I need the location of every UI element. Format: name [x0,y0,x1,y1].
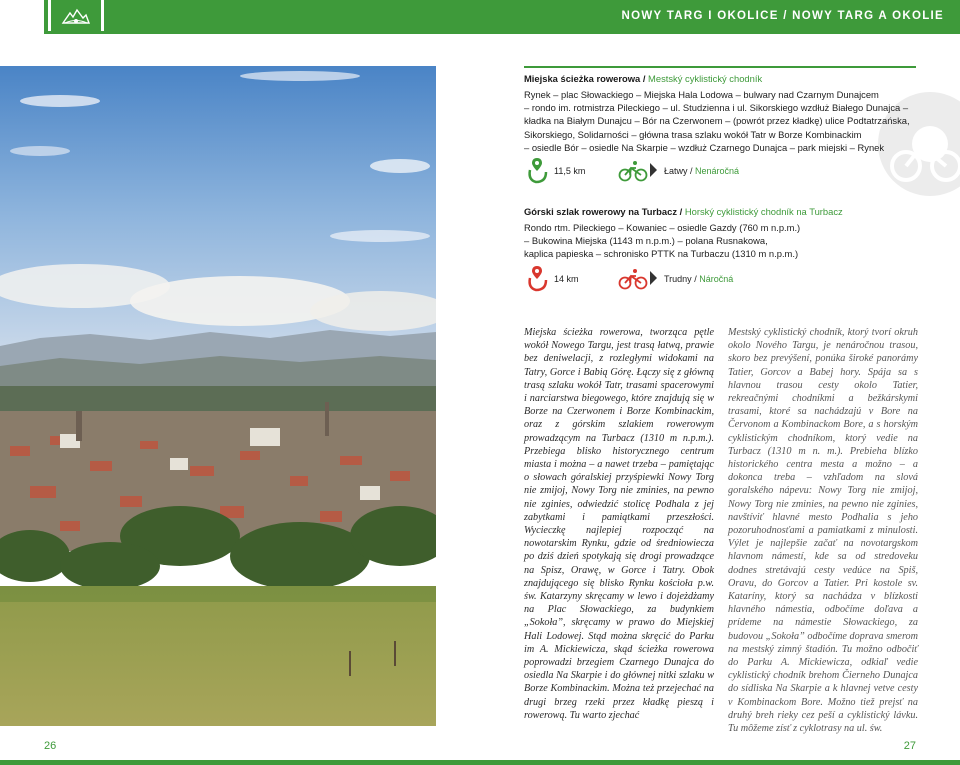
page-number-right: 27 [903,740,916,752]
header-logo [48,0,104,31]
route-1-description: Rynek – plac Słowackiego – Miejska Hala Lodowa – bulwary nad Czarnym Dunajcem – rondo im. rotmistrza Pileckiego – ul. Studzienna i ul. Sikorskiego wzdłuż Białego Dunajca – kładka na Białym Dunajcu – Bór na Czerwonem – (powrót przez kładkę) ulice Podtatrzańska, Sikorskiego, Solidarności – główna trasa szlaku wokół Tatr w Borze Kombinackim – osiedle Bór – osiedle Na Skarpie – wzdłuż Czarnego Dunajca – park miejski – Rynek [524,89,910,153]
route-2-meta [524,262,924,294]
nowy-targ-landscape-photo [0,66,436,726]
level-arrow-icon [650,163,657,177]
polish-text-column: Miejska ścieżka rowerowa, tworząca pętle wokół Nowego Targu, jest trasą łatwą, prawie bez deniwelacji, z rozległymi widokami na Tatry, Gorce i Babią Górę. Łączy się z główną trasą szlaku wokół Tatr, trasami spacerowymi i narciarstwa biegowego, które znajdują się w Borze na Czerwonem i Borze Kombinackim, oraz z górskim szlakiem rowerowym prowadzącym na Turbacz (1310 m n.p.m.). Przebiega blisko historycznego centrum miasta i można – a nawet trzeba – pamiętając o słowach góralskiej przyśpiewki Nowy Torg nie zmijoj, Nowy Torg nie zminies, na pewno nie zginies, odwiedzić stolicę Podhala z jej zabytkami i pamiątkami przeszłości. Wycieczkę najlepiej rozpocząć na nowotarskim Rynku, gdzie od średniowiecza po dziś dzień spotykają się drogi prowadzące na Spisz, Orawę, w Gorce i Tatry. Obok znajdującego się blisko Rynku kościoła p.w. św. Katarzyny skręcamy w lewo i dojeżdżamy na Plac Słowackiego, za budynkiem „Sokoła”, skręcamy w prawo do Miejskiej Hali Lodowej. Stąd można skręcić do Parku im A. Mickiewicza, skąd ścieżka rowerowa poprowadzi brzegiem Czarnego Dunajca do osiedla Na Skarpie i do głównej nitki szlaku w Borze Kombinackim. Można też przejechać na drugi brzeg rzeki przez kładkę pieszą i rowerową. Tu warto zjechać [524,327,714,721]
routes-top-rule [524,66,916,68]
route-2-title: Górski szlak rowerowy na Turbacz / Horský cyklistický chodník na Turbacz [524,206,843,217]
slovak-text-column: Mestský cyklistický chodník, ktorý tvorí okruh okolo Nového Targu, je nenáročnou trasou, skoro bez prevýšení, ponúka široké panorámy Tatier, Gorcov a Babej hory. Spája sa s hlavnou trasou cesty okolo Tatier, rekreačnými chodníkmi a bežkárskymi trasami, ktoré sa nachádzajú v Bore na Červonom a Kombinackom Bore, a s horským cyklistickým chodníkom, ktorý vedie na Turbacz (1310 m n. m.). Prebieha blízko historického centra mesta a možno – a dokonca treba – vzhľadom na slová goralského nápevu: Nowy Torg nie zmijoj, Nowy Torg nie zminies, na pewno nie zginies, navštíviť hlavné mesto Podhalia s jeho pozoruhodnosťami a pamiatkami z minulosti. Výlet je najlepšie začať na novotargskom hlavnom námestí, kde sa od stredoveku dodnes stretávajú cesty vedúce na Spiš, Oravu, do Gorcov a Tatier. Pri kostole sv. Kataríny, ktorý sa nachádza v blízkosti hlavného námestia, odbočíme doľava a prídeme na námestie Słowackiego, za budovou „Sokoła” odbočíme doprava smerom na mestský zimný štadión. Tu možno odbočiť do Parku A. Mickiewicza, odkiaľ vedie cyklistický chodník brehom Čierneho Dunajca do sídliska Na Skarpie a k hlavnej vetve cesty v Kombinackom Bore. Možno tiež prejsť na druhý breh rieky cez peší a cyklistický lávku. Tu môžeme zísť z cyklotrasy na ul. św. [728,327,918,735]
page-number-left: 26 [44,740,57,752]
route-1-distance: 11,5 km [554,166,586,176]
tatra-mountain-logo-icon [61,6,91,26]
route-1-level: Łatwy / Nenáročná [664,166,740,176]
route-2-level: Trudny / Náročná [664,274,734,284]
route-1-meta [524,154,924,186]
page-header-title: NOWY TARG I OKOLICE / NOWY TARG A OKOLIE [621,10,944,22]
route-2-distance: 14 km [554,274,579,284]
distance-pin-icon [524,264,550,292]
bottom-rule [0,760,960,765]
bicycle-icon [618,268,648,290]
header-left-margin [0,0,44,34]
route-1-title: Miejska ścieżka rowerowa / Mestský cyklistický chodník [524,73,763,84]
route-2-description: Rondo rtm. Pileckiego – Kowaniec – osiedle Gazdy (760 m n.p.m.) – Bukowina Miejska (1143 m n.p.m.) – polana Rusnakowa, kaplica papieska – schronisko PTTK na Turbaczu (1310 m n.p.m.) [524,222,801,260]
distance-pin-icon [524,156,550,184]
level-arrow-icon [650,271,657,285]
bicycle-icon [618,160,648,182]
